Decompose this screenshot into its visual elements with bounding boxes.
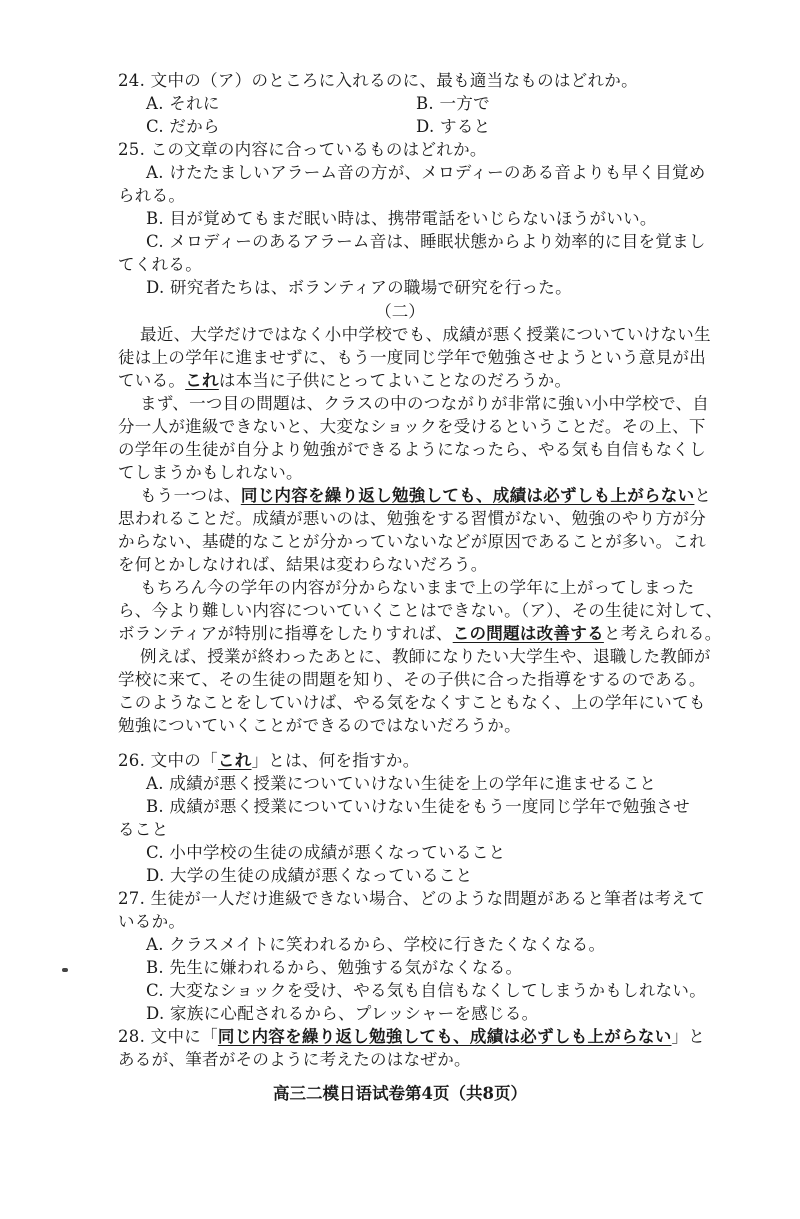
q27-option-a: A. クラスメイトに笑われるから、学校に行きたくなくなる。	[146, 935, 606, 954]
q26-option-b-line2: ること	[118, 820, 169, 839]
passage-text: ボランティアが特別に指導をしたりすれば、	[118, 624, 453, 643]
passage-line: 徒は上の学年に進ませずに、もう一度同じ学年で勉強させようという意見が出	[118, 348, 706, 367]
q28-underlined: 同じ内容を繰り返し勉強しても、成績は必ずしも上がらない	[217, 1027, 672, 1046]
passage-line: もちろん今の学年の内容が分からないままで上の学年に上がってしまった	[140, 578, 695, 597]
q26-stem	[118, 750, 420, 772]
passage-line: このようなことをしていけば、やる気をなくすこともなく、上の学年にいても	[118, 693, 706, 712]
passage-line: てしまうかもしれない。	[118, 463, 303, 482]
passage-line	[140, 485, 711, 507]
underlined-improve: この問題は改善する	[452, 624, 604, 643]
q27-option-d: D. 家族に心配されるから、プレッシャーを感じる。	[146, 1004, 539, 1023]
q25-option-a-line2: られる。	[118, 186, 186, 205]
underlined-kore: これ	[185, 371, 219, 390]
q27-option-c: C. 大変なショックを受け、やる気も自信もなくしてしまうかもしれない。	[146, 981, 707, 1000]
passage-line: ら、今より難しい内容についていくことはできない。（ア）、その生徒に対して、	[118, 601, 723, 620]
passage-line: まず、一つ目の問題は、クラスの中のつながりが非常に強い小中学校で、自	[140, 394, 710, 413]
q25-option-c-line1: C. メロディーのあるアラーム音は、睡眠状態からより効率的に目を覚まし	[146, 232, 706, 251]
passage-text: と考えられる。	[603, 624, 722, 643]
q24-option-d: D. すると	[416, 117, 491, 136]
q24-option-b: B. 一方で	[416, 94, 490, 113]
page-footer: 高三二模日语试卷第4页（共8页）	[273, 1084, 527, 1103]
q26-underlined: これ	[217, 751, 252, 770]
passage-line: 思われることだ。成績が悪いのは、勉強をする習慣がない、勉強のやり方が分	[118, 509, 706, 528]
passage-line: を何とかしなければ、結果は変わらないだろう。	[118, 555, 488, 574]
scan-speck	[62, 968, 68, 972]
passage-text: は本当に子供にとってよいことなのだろうか。	[218, 371, 572, 390]
passage-line: 学校に来て、その生徒の問題を知り、その子供に合った指導をするのである。	[118, 670, 706, 689]
q25-option-b: B. 目が覚めてもまだ眠い時は、携帯電話をいじらないほうがいい。	[146, 209, 657, 228]
passage-line: の学年の生徒が自分より勉強ができるようになったら、やる気も自信もなくし	[118, 440, 706, 459]
q24-option-c: C. だから	[146, 117, 220, 136]
q24-option-a: A. それに	[146, 94, 220, 113]
q25-option-a-line1: A. けたたましいアラーム音の方が、メロディーのある音よりも早く目覚め	[146, 163, 706, 182]
q24-stem: 24. 文中の（ア）のところに入れるのに、最も適当なものはどれか。	[118, 71, 638, 90]
passage-text: もう一つは、	[140, 486, 241, 505]
passage-line: 勉強についていくことができるのではないだろうか。	[118, 716, 521, 735]
q25-option-d: D. 研究者たちは、ボランティアの職場で研究を行った。	[146, 278, 572, 297]
q28-stem-text: 28. 文中に「	[118, 1027, 218, 1046]
q26-option-c: C. 小中学校の生徒の成績が悪くなっていること	[146, 843, 506, 862]
q26-option-b-line1: B. 成績が悪く授業についていけない生徒をもう一度同じ学年で勉強させ	[146, 797, 690, 816]
q25-option-c-line2: てくれる。	[118, 255, 202, 274]
q28-stem-line1	[118, 1026, 705, 1048]
q26-stem-text: 26. 文中の「	[118, 751, 218, 770]
underlined-sentence: 同じ内容を繰り返し勉強しても、成績は必ずしも上がらない	[240, 486, 695, 505]
q26-option-d: D. 大学の生徒の成績が悪くなっていること	[146, 866, 473, 885]
section-heading: （二）	[375, 302, 425, 321]
passage-text: と	[694, 486, 712, 505]
passage-line: 例えば、授業が終わったあとに、教師になりたい大学生や、退職した教師が	[140, 647, 711, 666]
q27-option-b: B. 先生に嫌われるから、勉強する気がなくなる。	[146, 958, 523, 977]
passage-line: 最近、大学だけではなく小中学校でも、成績が悪く授業についていけない生	[140, 325, 711, 344]
passage-line: 分一人が進級できないと、大変なショックを受けるということだ。その上、下	[118, 417, 706, 436]
q26-option-a: A. 成績が悪く授業についていけない生徒を上の学年に進ませること	[146, 774, 657, 793]
q26-stem-text: 」とは、何を指すか。	[251, 751, 420, 770]
passage-text: ている。	[118, 371, 186, 390]
passage-line	[118, 623, 722, 645]
q27-stem-line2: いるか。	[118, 912, 186, 931]
passage-line	[118, 370, 571, 392]
q28-stem-text: 」と	[671, 1027, 706, 1046]
passage-line: からない、基礎的なことが分かっていないなどが原因であることが多い。これ	[118, 532, 706, 551]
q28-stem-line2: あるが、筆者がそのように考えたのはなぜか。	[118, 1050, 471, 1069]
q25-stem: 25. この文章の内容に合っているものはどれか。	[118, 140, 487, 159]
q27-stem-line1: 27. 生徒が一人だけ進級できない場合、どのような問題があると筆者は考えて	[118, 889, 706, 908]
